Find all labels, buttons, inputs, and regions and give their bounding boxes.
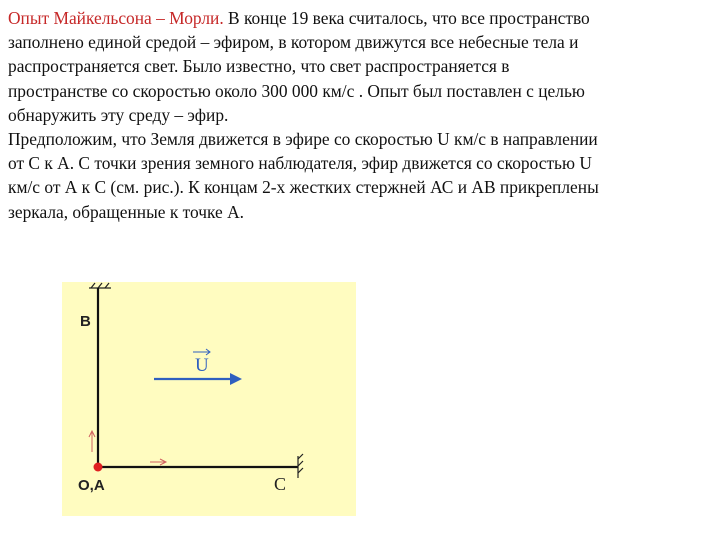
paragraph1-line3: распространяется свет. Было известно, что свет распространяется в [8, 56, 510, 77]
label-u: U [195, 355, 209, 376]
paragraph1-line5: обнаружить эту среду – эфир. [8, 104, 229, 125]
mirror-c-icon [298, 454, 303, 478]
paragraph2-line2: от С к А. С точки зрения земного наблюдателя, эфир движется со скоростью U [8, 153, 592, 174]
origin-point [94, 463, 103, 472]
paragraph2-line3: км/с от А к С (см. рис.). К концам 2-х жестких стержней АС и АВ прикреплены [8, 177, 599, 198]
paragraph1-line2: заполнено единой средой – эфиром, в котором движутся все небесные тела и [8, 32, 579, 53]
label-origin: O,A [78, 477, 105, 494]
paragraph1-line1-text: В конце 19 века считалось, что все пространство [223, 8, 590, 28]
paragraph1-line1 [8, 6, 708, 30]
mirror-b-icon [89, 283, 111, 288]
ray-vertical-icon [89, 431, 95, 452]
paragraph1-line4: пространстве со скоростью около 300 000 км/с . Опыт был поставлен с целью [8, 80, 585, 101]
label-c: C [274, 474, 287, 494]
label-b: B [80, 313, 91, 330]
paragraph2-line1: Предположим, что Земля движется в эфире со скоростью U км/с в направлении [8, 129, 598, 150]
heading-title: Опыт Майкельсона – Морли. [8, 8, 224, 28]
diagram-svg [62, 282, 356, 516]
text-block [8, 6, 708, 224]
paragraph2-line4: зеркала, обращенные к точке А. [8, 201, 245, 222]
ray-horizontal-icon [150, 459, 166, 465]
michelson-diagram [62, 282, 356, 516]
